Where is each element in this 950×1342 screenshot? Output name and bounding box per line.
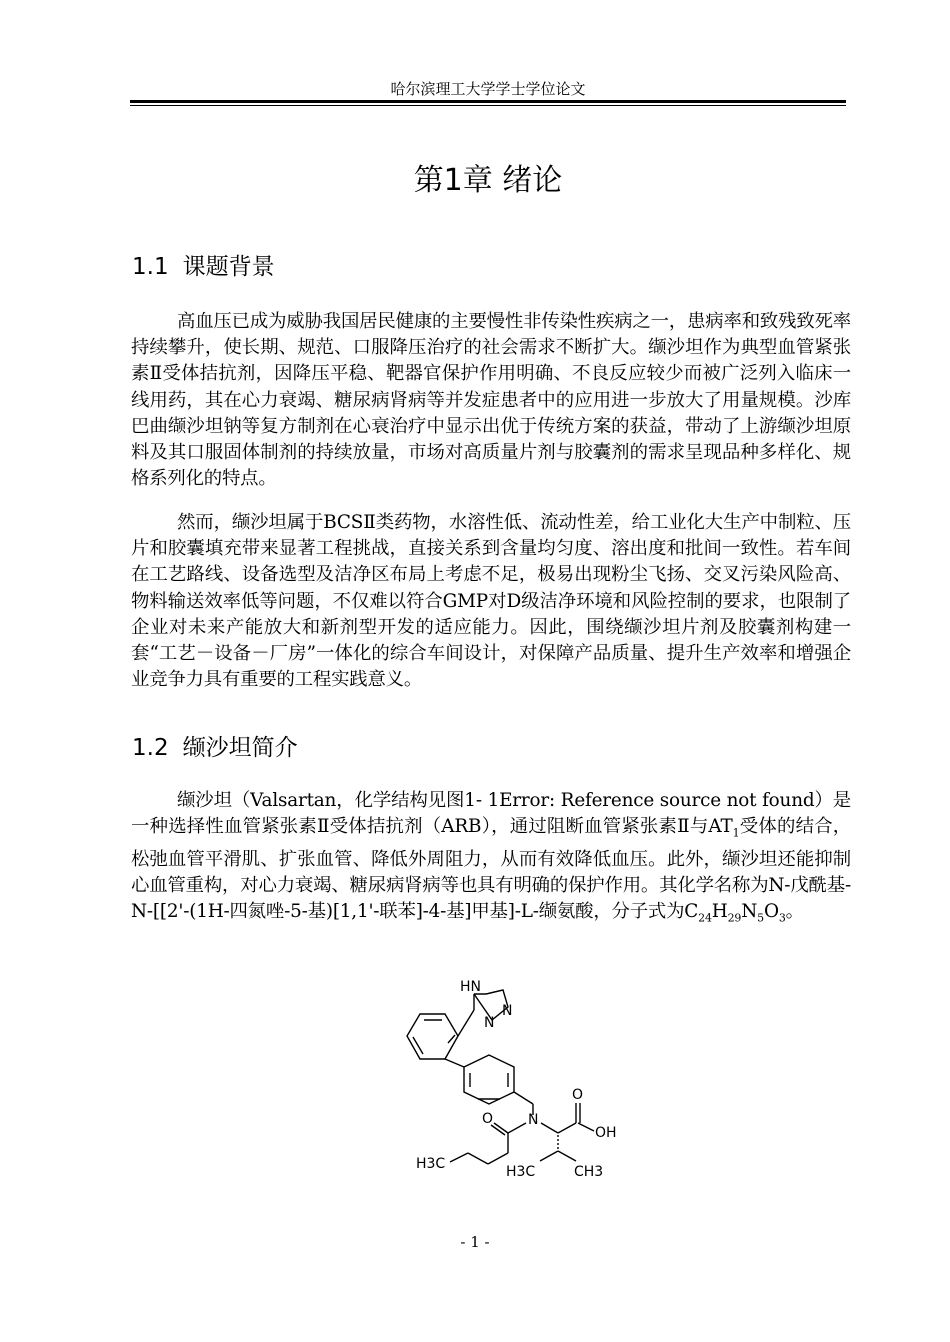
label-o-top: O <box>572 1087 584 1103</box>
intro-end: 。 <box>785 901 804 923</box>
section-number: 1.2 <box>132 735 169 761</box>
label-h3c-left: H3C <box>416 1156 446 1172</box>
section-heading-1-1 <box>132 248 275 281</box>
formula-o: O <box>763 901 779 923</box>
section-heading-1-2 <box>132 729 298 762</box>
label-oh: OH <box>595 1125 617 1141</box>
page-number: - 1 - <box>460 1233 490 1251</box>
section-title: 课题背景 <box>182 254 275 280</box>
paragraph-valsartan-intro <box>131 788 851 932</box>
benzene-ring-right <box>464 1055 514 1104</box>
paragraph-background-1: 高血压已成为威胁我国居民健康的主要慢性非传染性疾病之一，患病率和致残致死率持续攀升，使长期、规范、口服降压治疗的社会需求不断扩大。缬沙坦作为典型血管紧张素Ⅱ受体拮抗剂，因降压平稳、靶器官保护作用明确、不良反应较少而被广泛列入临床一线用药，其在心力衰竭、糖尿病肾病等并发症患者中的应用进一步放大了用量规模。沙库巴曲缬沙坦钠等复方制剂在心衰治疗中显示出优于传统方案的获益，带动了上游缬沙坦原料及其口服固体制剂的持续放量，市场对高质量片剂与胶囊剂的需求呈现品种多样化、规格系列化的特点。 <box>131 311 851 490</box>
label-n-right: N <box>502 1003 513 1019</box>
chapter-title: 第1章 绪论 <box>413 163 563 198</box>
paragraph-background-2: 然而，缬沙坦属于BCSⅡ类药物，水溶性低、流动性差，给工业化大生产中制粒、压片和胶囊填充带来显著工程挑战，直接关系到含量均匀度、溶出度和批间一致性。若车间在工艺路线、设备选型及洁净区布局上考虑不足，极易出现粉尘飞扬、交叉污染风险高、物料输送效率低等问题，不仅难以符合GMP对D级洁净环境和风险控制的要求，也限制了企业对未来产能放大和新剂型开发的适应能力。因此，围绕缬沙坦片剂及胶囊剂构建一套“工艺－设备－厂房”一体化的综合车间设计，对保障产品质量、提升生产效率和增强企业竞争力具有重要的工程实践意义。 <box>131 512 851 691</box>
formula-c-count: 24 <box>698 912 712 926</box>
label-ch3: CH3 <box>574 1164 604 1180</box>
intro-text-1: 缬沙坦（Valsartan，化学结构见图1- 1Error: Reference source not found）是一种选择性血管紧张素Ⅱ受体拮抗剂（ARB），通过阻断血管紧张素Ⅱ与AT <box>131 790 851 838</box>
label-n-center: N <box>528 1112 539 1128</box>
header-rule-thick <box>130 100 846 103</box>
formula-o-count: 3 <box>778 912 786 926</box>
formula-h: H <box>711 901 728 923</box>
formula-h-count: 29 <box>727 912 742 926</box>
formula-n: N <box>741 901 758 923</box>
valsartan-structure-figure <box>390 975 640 1190</box>
label-o-left: O <box>482 1111 494 1127</box>
running-header: 哈尔滨理工大学学士学位论文 <box>390 80 586 98</box>
section-title: 缬沙坦简介 <box>182 735 298 761</box>
label-h3c-mid: H3C <box>506 1164 536 1180</box>
label-hn: HN <box>460 979 481 995</box>
formula-n-count: 5 <box>757 912 764 926</box>
benzene-ring-left <box>407 1014 458 1059</box>
at-subscript: 1 <box>732 826 740 840</box>
intro-text-2: 受体的结合，松弛血管平滑肌、扩张血管、降低外周阻力，从而有效降低血压。此外，缬沙坦还能抑制心血管重构，对心力衰竭、糖尿病肾病等也具有明确的保护作用。其化学名称为N-戊酰基-N-[[2'-(1H-四氮唑-5-基)[1,1'-联苯]-4-基]甲基]-L-缬氨酸，分子式为C <box>131 816 851 923</box>
section-number: 1.1 <box>132 254 169 280</box>
header-rule-thin <box>130 105 846 106</box>
label-n-bottom: N <box>484 1015 495 1031</box>
